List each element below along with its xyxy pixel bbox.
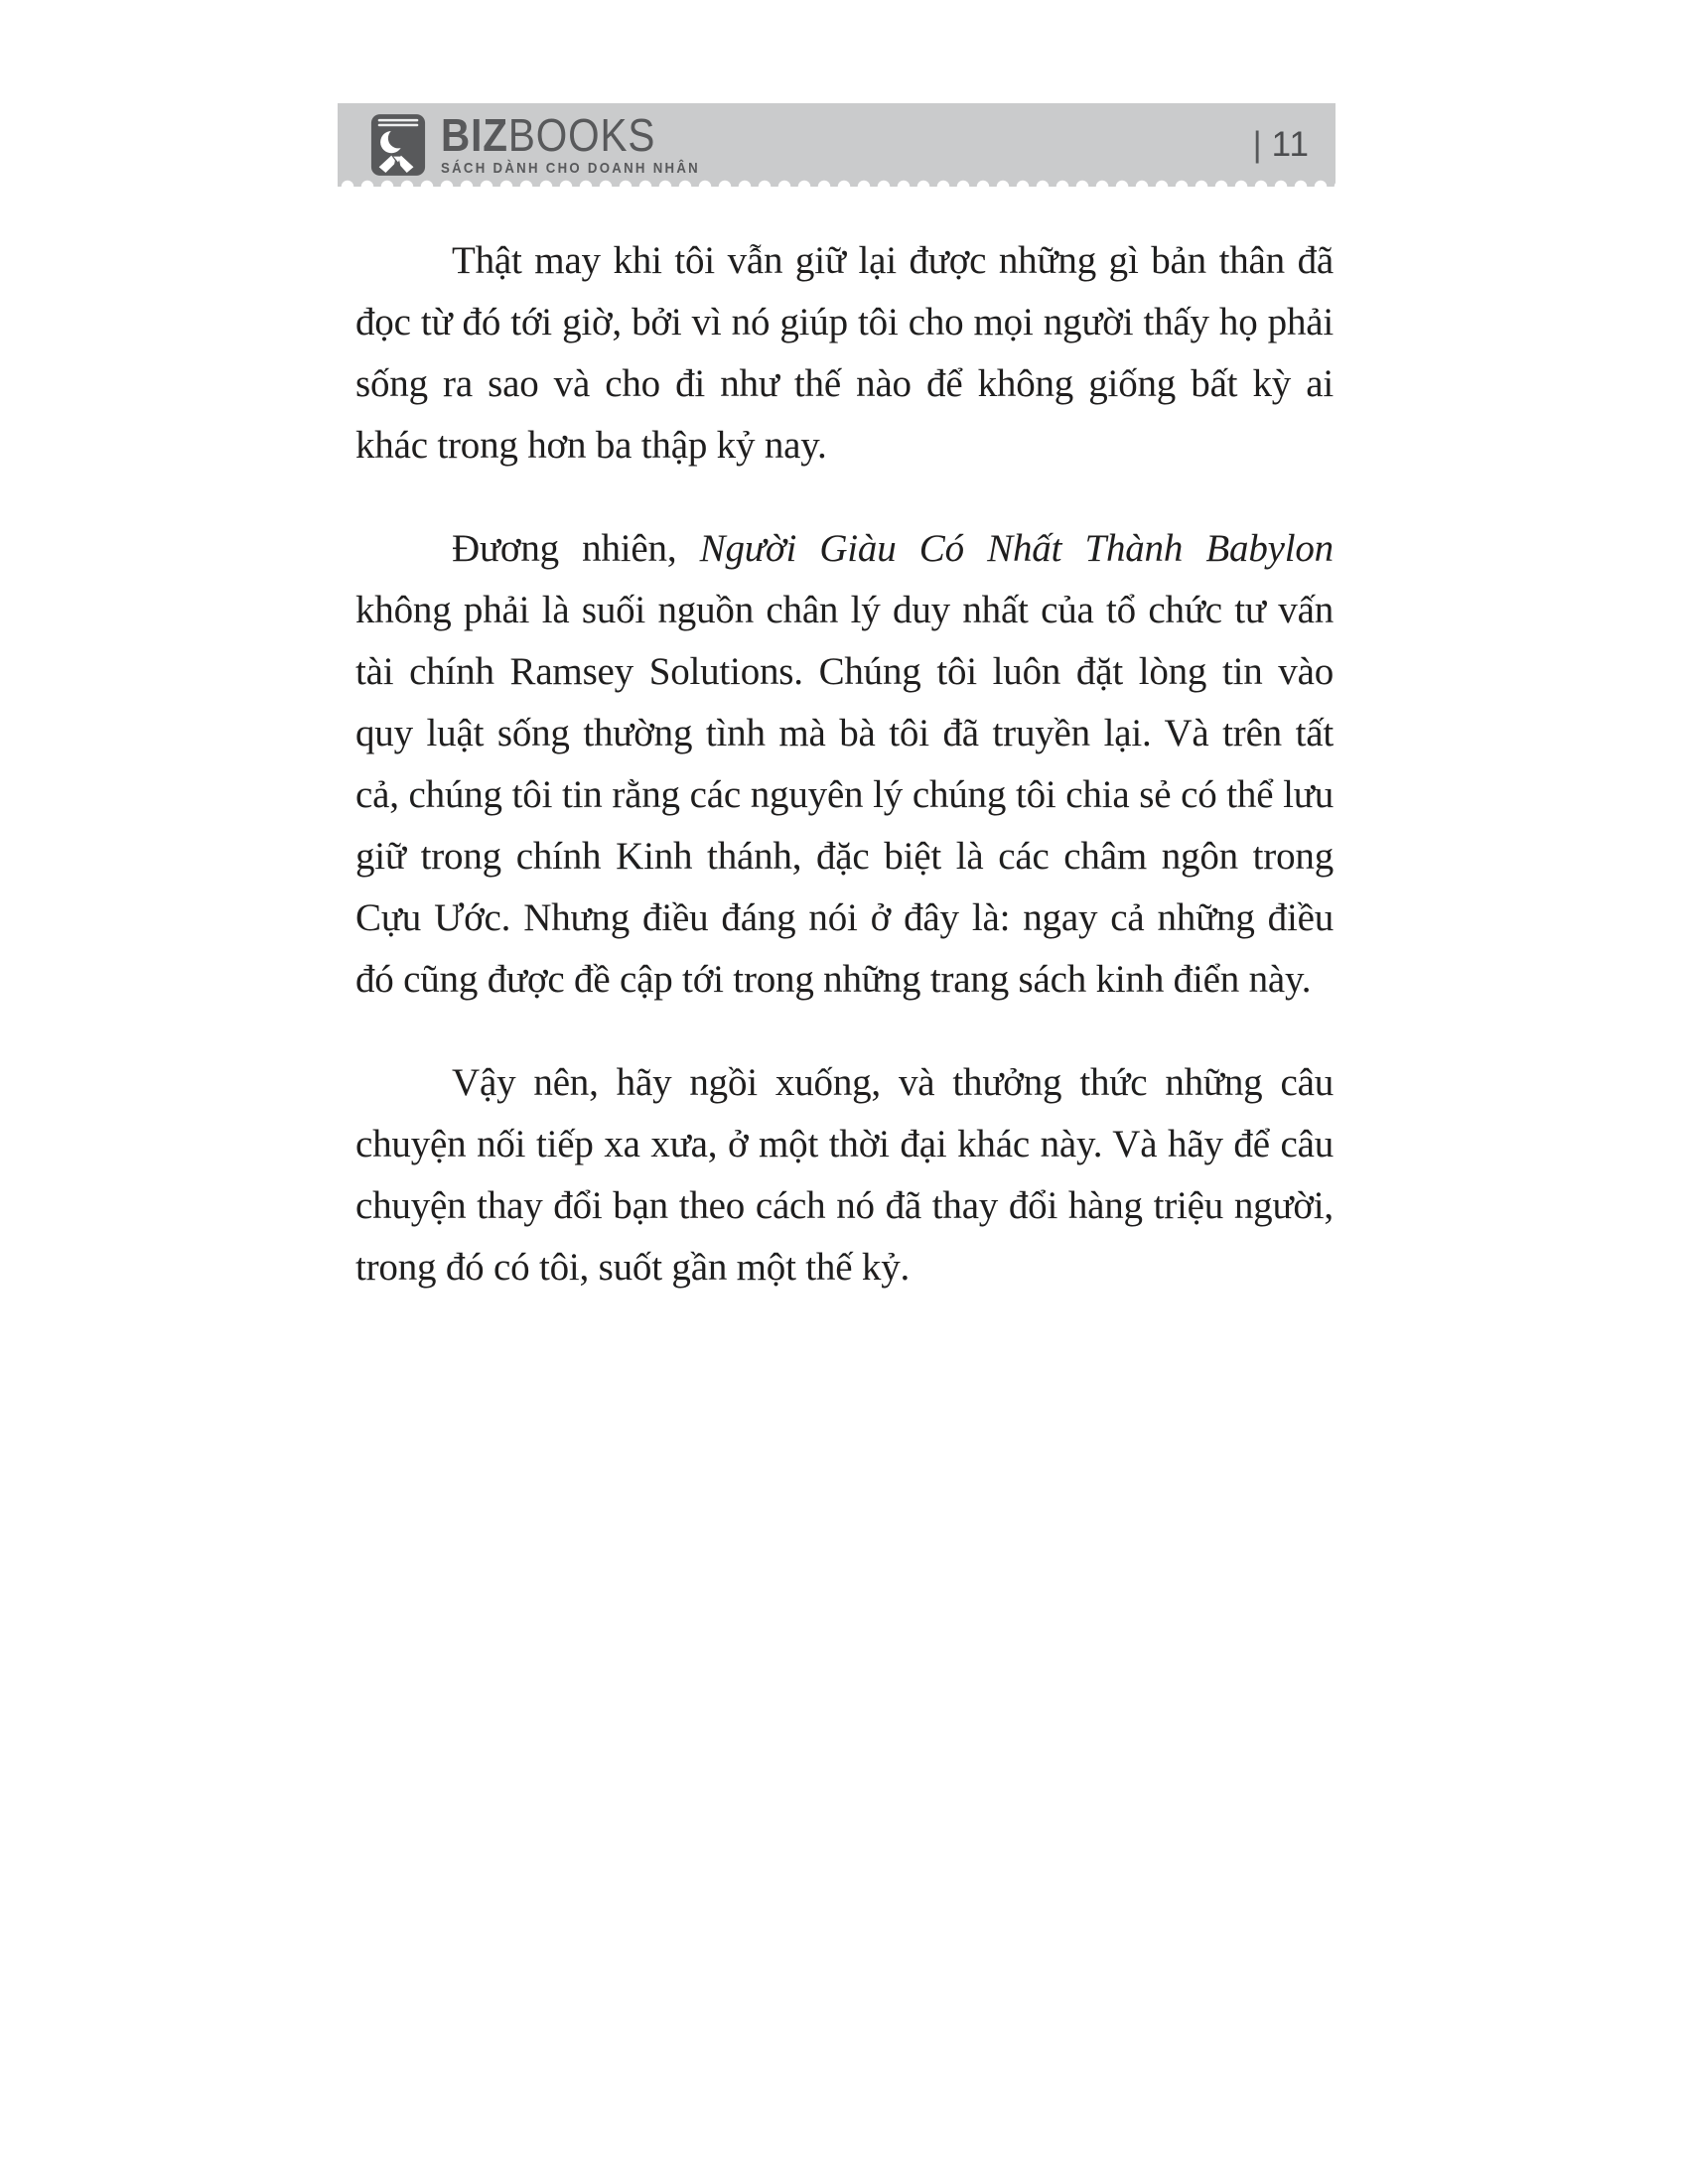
paragraph (355, 518, 1334, 1011)
text-segment: không phải là suối nguồn chân lý duy nhất của tổ chức tư vấn tài chính Ramsey Solutions. Chúng tôi luôn đặt lòng tin vào quy luật sống thường tình mà bà tôi đã truyền lại. Và trên tất cả, chúng tôi tin rằng các nguyên lý chúng tôi chia sẻ có thể lưu giữ trong chính Kinh thánh, đặc biệt là các châm ngôn trong Cựu Ước. Nhưng điều đáng nói ở đây là: ngay cả những điều đó cũng được đề cập tới trong những trang sách kinh điển này. (355, 589, 1334, 1001)
brand-text (441, 109, 700, 177)
brand-name-books: BOOKS (507, 109, 656, 161)
publisher-logo (369, 111, 736, 179)
page-number-value: 11 (1271, 125, 1310, 164)
brand-name-biz: BIZ (441, 109, 508, 161)
paragraph (355, 1052, 1334, 1298)
stamp-perforation-edge (338, 180, 1336, 194)
brand-tagline: SÁCH DÀNH CHO DOANH NHÂN (441, 160, 700, 177)
body-text (355, 230, 1334, 1340)
page-number (1253, 103, 1310, 187)
text-segment: Vậy nên, hãy ngồi xuống, và thưởng thức những câu chuyện nối tiếp xa xưa, ở một thời đại khác này. Và hãy để câu chuyện thay đổi bạn theo cách nó đã thay đổi hàng triệu người, trong đó có tôi, suốt gần một thế kỷ. (355, 1061, 1334, 1289)
page-number-separator: | (1252, 125, 1262, 164)
text-segment: Đương nhiên, (452, 527, 700, 570)
brand-name (441, 109, 700, 161)
book-title-italic: Người Giàu Có Nhất Thành Babylon (699, 527, 1334, 570)
text-segment: Thật may khi tôi vẫn giữ lại được những gì bản thân đã đọc từ đó tới giờ, bởi vì nó giúp tôi cho mọi người thấy họ phải sống ra sao và cho đi như thế nào để không giống bất kỳ ai khác trong hơn ba thập kỷ nay. (355, 239, 1334, 467)
paragraph (355, 230, 1334, 477)
header-band (338, 103, 1336, 187)
businessman-book-icon (369, 111, 427, 179)
